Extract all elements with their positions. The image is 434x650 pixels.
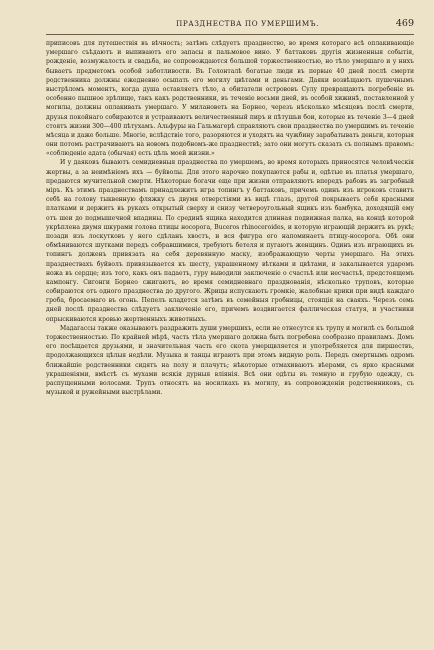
body-text	[46, 39, 414, 397]
running-header	[46, 18, 414, 35]
paragraph-1: приписовъ для путешествія въ вѣчность; затѣмъ слѣдуетъ празднество, во время котораго всѣ оплакивающіе умершаго съѣдаютъ и выпиваютъ его запасы и пальмовое вино. У баттаковъ другія жизненныя событія, рожденіе, возмужалость и свадьба, не сопровождаются большой торжественностью, но тѣло умершаго и у нихъ бываетъ предметомъ особой заботливости. Въ Голонталѣ богатые люди въ первые 40 дней послѣ смерти родственника должны ежедневно осыпать его могилу цвѣтами и деньгами. Даяки возвѣщаютъ пушечнымъ выстрѣломъ моментъ, когда душа оставляетъ тѣло, а обитатели острововъ Сулу превращаютъ погребеніе въ особенно пышное зрѣлище, такъ какъ родственники, въ теченіе восьми дней, въ особой хижинѣ, поставленной у могилы, должны оплакивать умершаго. У милановеть на Борнео, черезъ нѣсколько мѣсяцевъ послѣ смерти, друзья покойнаго собираются и устраиваютъ величественный пиръ и пѣтушьи бои, которые въ теченіе 3—4 дней стоятъ жизни 300—400 пѣтухамъ. Альфуры на Гальмагерѣ справляютъ свои празднества по умершимъ въ теченіе мѣсяца и даже больше. Многіе, вслѣдствіе того, разоряются и уходятъ на чужбину зарабатывать деньги, которыя они потомъ растрачиваютъ на новомъ подобномъ-же празднествѣ; зато они могутъ сказать съ полнымъ правомъ: «соблюденіе адата (обычая) есть цѣль моей жизни.»	[46, 40, 414, 158]
running-title: ПРАЗДНЕСТВА ПО УМЕРШИМЪ.	[176, 19, 319, 28]
page-number: 469	[395, 18, 414, 29]
paragraph-2: И у даяковъ бываютъ семидневныя празднества по умершемъ, во время которыхъ приносятся человѣческія жертвы, а за неимѣніемъ ихъ — буйволы. Для этого нарочно покупаются рабы и, одѣтые въ платья умершаго, предаются мучительной смерти. Нѣкоторые богачи еще при жизни отправляютъ впередъ рабовъ въ загробный міръ. Къ этимъ празднествамъ принадлежитъ игра топингъ у баттаковъ, причемъ одинъ изъ игроковъ ставитъ себѣ на голову тыквенную фляжку съ двумя отверстіями въ видѣ глазъ, другой покрываетъ себя красными платками и держитъ въ рукахъ открытый сверху и снизу четвероугольный ящикъ изъ бамбука, доходящій ему отъ шеи до подмышечной впадины. По срединѣ ящика находится длинная подвижная палка, на концѣ которой укрѣплена двумя шкурами голова птицы носорога, Buceros rhinoceroides, и которую играющій держитъ въ рукѣ; позади изъ лоскутковъ у него сдѣланъ хвостъ, и вся фигура его напоминаетъ птицу-носорога. Обѣ они обмѣниваются шутками передъ собравшимися, требуютъ бетеля и пугаютъ женщинъ. Одинъ изъ играющихъ въ топингъ долженъ привязать на себя деревянную маску, изображающую черты умершаго. На этихъ празднествахъ буйволъ привязывается къ шесту, украшенному вѣтками и цвѣтами, и закалывается ударомъ ножа въ сердце; изъ того, какъ онъ падаетъ, гуру выводили заключеніе о счастьѣ или несчастьѣ, предстоящемъ кампонгу. Сигонги Борнео сжигаютъ, во время семидневнаго празднованія, нѣсколько труповъ, которые собираются отъ одного празднества до другого. Жрицы испускаютъ громкіе, жалобные крики при видѣ каждаго гроба, бросаемаго въ огонь. Пепелъ кладется затѣмъ въ семейныя гробницы, стоящія на сваяхъ. Черезъ семь дней послѣ празднества слѣдуетъ заключеніе его, причемъ воздвигается фаллическая статуя, и участники опрыскиваются кровью жертвенныхъ животныхъ.	[46, 159, 414, 323]
paragraph-3: Мадагассы также оказываютъ раздражить души умершихъ, если не отнесутся къ трупу и могилѣ съ большой торжественностью. По крайней мѣрѣ, часть тѣла умершаго должна быть погребена сообразно правиламъ. Домъ его посѣщается друзьями, и значительная часть его скота умерщвляется и употребляется для пиршествъ, продолжающихся цѣлыя недѣли. Музыка и танцы играютъ при этомъ видную роль. Передъ смертнымъ одромъ ближайшіе родственники сидятъ на полу и плачутъ; нѣкоторые отмахиваютъ вѣерами, съ ярко красными украшеніями, вмѣстѣ съ мухами всякія дурныя вліянія. Всѣ они одѣты въ темную и грубую одежду, съ распущенными волосами. Трупъ относятъ на носилкахъ въ могилу, въ сопровожденіи родственниковъ, съ музыкой и ружейными выстрѣлами.	[46, 324, 414, 397]
